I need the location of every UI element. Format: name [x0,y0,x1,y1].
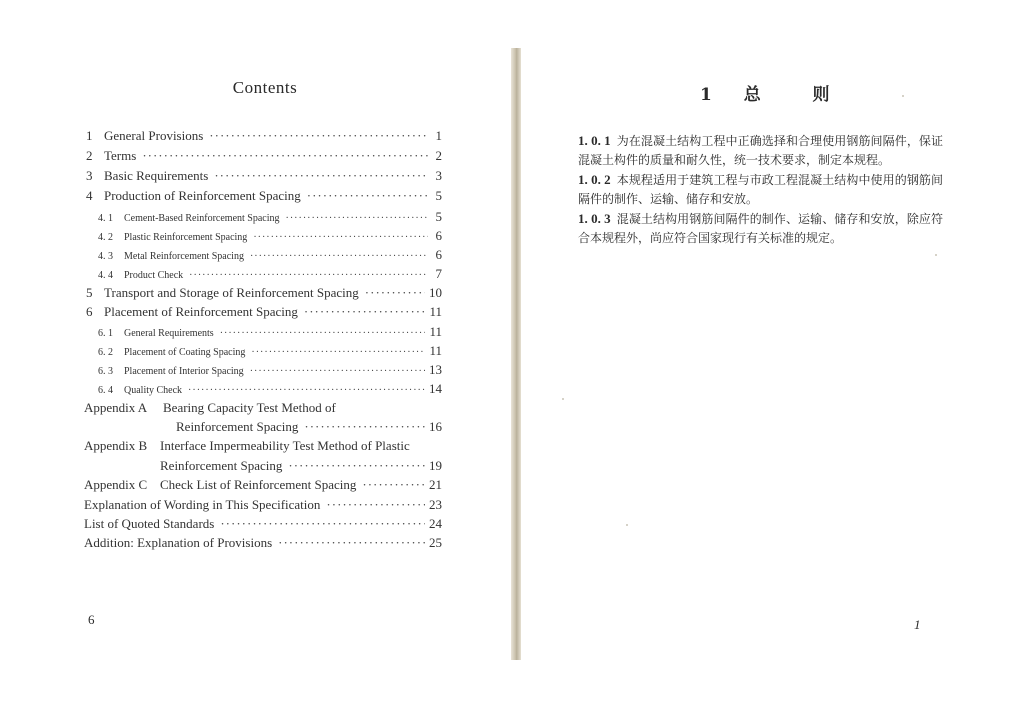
toc-entry-number: 2 [86,148,93,163]
toc-entry-title: Basic Requirements [104,168,209,183]
scan-speck [902,95,904,97]
toc-entry-title: Quality Check [124,385,183,396]
toc-entry-page: 5 [435,188,442,203]
toc-subentry [98,362,442,378]
toc-entry-title: Addition: Explanation of Provisions [84,535,273,550]
clause [578,209,943,248]
appendix-a-label: Appendix A [84,400,148,415]
toc-leader [304,419,425,435]
toc-entry-page: 11 [429,343,442,358]
toc-subentry [98,381,442,397]
toc-entry-number: 6. 1 [98,328,113,339]
chapter-title-char-2: 则 [812,85,832,105]
toc-entry-number: 4. 4 [98,270,113,281]
toc-entry-title: Explanation of Wording in This Specification [84,497,321,512]
appendix-a-entry [176,419,442,435]
toc-leader [220,328,426,339]
toc-entry-number: 6 [86,304,93,319]
toc-entry-number: 1 [86,128,93,143]
toc-entry [84,535,442,551]
chapter-title [700,80,832,105]
toc-entry-title: Plastic Reinforcement Spacing [124,232,248,243]
toc-leader [189,270,428,281]
toc-entry [86,304,442,320]
toc-entry [86,188,442,204]
toc-entry-number: 4. 2 [98,232,113,243]
toc-entry-page: 13 [429,362,442,377]
toc-entry-number: 6. 4 [98,385,113,396]
scan-speck [935,254,937,256]
toc-leader [286,213,428,224]
toc-entry-title: Placement of Reinforcement Spacing [104,304,298,319]
toc-leader [253,232,428,243]
toc-leader [251,347,425,358]
toc-entry [86,128,442,144]
toc-entry-page: 16 [429,419,442,434]
toc-entry [86,285,442,301]
toc-leader [365,285,425,301]
toc-entry-page: 2 [435,148,442,163]
toc-subentry [98,343,442,359]
toc-entry-title: List of Quoted Standards [84,516,215,531]
toc-entry-page: 3 [435,168,442,183]
toc-entry-title: Product Check [124,270,184,281]
toc-entry-number: 4. 1 [98,213,113,224]
toc-entry-page: 5 [435,209,442,224]
toc-entry [86,168,442,184]
toc-entry [84,497,442,513]
toc-leader [220,516,425,532]
book-spine [511,48,521,660]
toc-entry-number: 3 [86,168,93,183]
chapter-number: 1 [700,85,714,105]
appendix-c-title: Check List of Reinforcement Spacing [160,477,357,492]
toc-entry-page: 6 [435,247,442,262]
toc-entry-title: Cement-Based Reinforcement Spacing [124,213,280,224]
toc-entry-number: 4 [86,188,93,203]
toc-leader [142,148,428,164]
toc-entry-title: Placement of Coating Spacing [124,347,246,358]
right-page-number: 1 [914,617,921,632]
clause-number: 1. 0. 1 [578,133,611,148]
scan-speck [562,398,564,400]
appendix-b-label: Appendix B [84,438,148,453]
toc-subentry [98,247,442,263]
toc-leader [307,188,428,204]
toc-entry-page: 1 [435,128,442,143]
toc-leader [304,304,426,320]
toc-entry-page: 23 [429,497,442,512]
toc-entry-title: Transport and Storage of Reinforcement Spacing [104,285,359,300]
toc-subentry [98,209,442,225]
appendix-a-title-line1: Bearing Capacity Test Method of [163,400,336,415]
toc-entry-page: 25 [429,535,442,550]
appendix-c-entry [84,477,442,493]
toc-entry-number: 6. 3 [98,366,113,377]
toc-leader [209,128,428,144]
toc-leader [278,535,425,551]
toc-entry-page: 14 [429,381,442,396]
toc-leader [250,251,428,262]
toc-entry-title: Placement of Interior Spacing [124,366,244,377]
toc-subentry [98,266,442,282]
clause-text: 本规程适用于建筑工程与市政工程混凝土结构中使用的钢筋间隔件的制作、运输、储存和安放。 [578,173,943,206]
toc-entry [84,516,442,532]
toc-entry-page: 19 [429,458,442,473]
clause-number: 1. 0. 3 [578,211,611,226]
toc-leader [362,477,425,493]
toc-leader [326,497,425,513]
toc-entry-page: 10 [429,285,442,300]
toc-leader [288,458,425,474]
appendix-c-label: Appendix C [84,477,148,492]
contents-title: Contents [232,78,298,97]
toc-entry-page: 11 [429,304,442,319]
clause-text: 混凝土结构用钢筋间隔件的制作、运输、储存和安放，除应符合本规程外，尚应符合国家现行有关标准的规定。 [578,212,943,245]
clause [578,170,943,209]
appendix-b-title-line2: Reinforcement Spacing [160,458,283,473]
toc-leader [188,385,425,396]
chapter-body [578,131,943,248]
toc-entry-number: 6. 2 [98,347,113,358]
toc-entry-page: 21 [429,477,442,492]
toc-entry-title: Production of Reinforcement Spacing [104,188,301,203]
clause [578,131,943,170]
toc-entry-title: General Requirements [124,328,214,339]
toc-entry-title: General Provisions [104,128,204,143]
toc-entry-title: Terms [104,148,137,163]
toc-entry-page: 24 [429,516,442,531]
toc-entry-number: 4. 3 [98,251,113,262]
toc-entry-page: 6 [435,228,442,243]
toc-entry [86,148,442,164]
clause-number: 1. 0. 2 [578,172,611,187]
appendix-b-title-line1: Interface Impermeability Test Method of Plastic [160,438,410,453]
toc-subentry [98,228,442,244]
toc-entry-number: 5 [86,285,93,300]
toc-entry-page: 11 [429,324,442,339]
toc-entry-title: Metal Reinforcement Spacing [124,251,244,262]
toc-leader [250,366,425,377]
chapter-title-char-1: 总 [743,85,763,105]
scan-speck [626,524,628,526]
toc-leader [214,168,428,184]
left-page-number: 6 [88,612,95,627]
appendix-b-entry [160,458,442,474]
toc-entry-page: 7 [435,266,442,281]
clause-text: 为在混凝土结构工程中正确选择和合理使用钢筋间隔件，保证混凝土构件的质量和耐久性，统一技术要求，制定本规程。 [578,134,943,167]
appendix-a-title-line2: Reinforcement Spacing [176,419,299,434]
toc-subentry [98,324,442,340]
